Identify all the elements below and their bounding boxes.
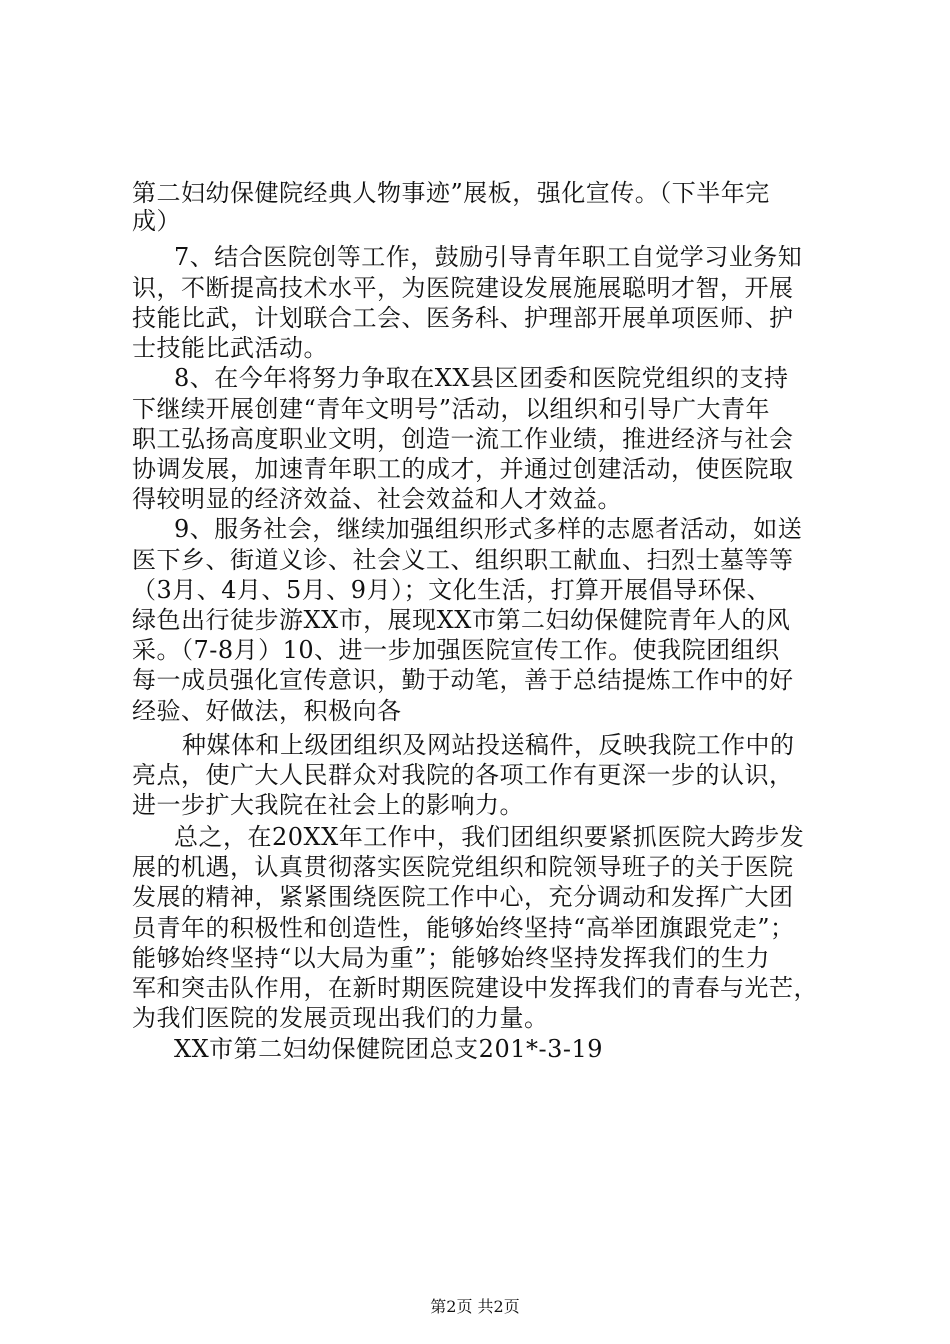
text-line: （3月、4月、5月、9月）；文化生活，打算开展倡导环保、 (132, 576, 772, 604)
text-line: 下继续开展创建“青年文明号”活动，以组织和引导广大青年 (132, 395, 771, 423)
text-line: 采。（7-8月）10、进一步加强医院宣传工作。使我院团组织 (132, 636, 780, 664)
text-line: 协调发展，加速青年职工的成才，并通过创建活动，使医院取 (132, 455, 794, 483)
text-line: 为我们医院的发展贡现出我们的力量。 (132, 1004, 549, 1032)
text-line: 成） (132, 207, 181, 235)
text-line: 展的机遇，认真贯彻落实医院党组织和院领导班子的关于医院 (132, 853, 794, 881)
text-line: 总之，在20XX年工作中，我们团组织要紧抓医院大跨步发 (174, 823, 805, 851)
text-line: 亮点，使广大人民群众对我院的各项工作有更深一步的认识， (132, 761, 794, 789)
text-line: 医下乡、街道义诊、社会义工、组织职工献血、扫烈士墓等等 (132, 546, 794, 574)
text-line: 7、结合医院创等工作，鼓励引导青年职工自觉学习业务知 (174, 243, 803, 271)
text-line: 识，不断提高技术水平，为医院建设发展施展聪明才智，开展 (132, 274, 794, 302)
text-line: 得较明显的经济效益、社会效益和人才效益。 (132, 485, 622, 513)
text-line: 绿色出行徒步游XX市，展现XX市第二妇幼保健院青年人的风 (132, 606, 791, 634)
text-line: 每一成员强化宣传意识，勤于动笔，善于总结提炼工作中的好 (132, 666, 794, 694)
text-line: 能够始终坚持“以大局为重”；能够始终坚持发挥我们的生力 (132, 944, 771, 972)
text-line: 经验、好做法，积极向各 (132, 697, 402, 725)
text-line: 技能比武，计划联合工会、医务科、护理部开展单项医师、护 (132, 304, 794, 332)
text-line: 种媒体和上级团组织及网站投送稿件，反映我院工作中的 (182, 731, 795, 759)
page-footer: 第2页 共2页 (430, 1297, 520, 1316)
text-line: 军和突击队作用，在新时期医院建设中发挥我们的青春与光芒， (132, 974, 818, 1002)
signature-line: XX市第二妇幼保健院团总支201*-3-19 (174, 1035, 604, 1063)
text-line: 进一步扩大我院在社会上的影响力。 (132, 791, 524, 819)
text-line: 第二妇幼保健院经典人物事迹”展板，强化宣传。（下半年完 (132, 179, 770, 207)
text-line: 职工弘扬高度职业文明，创造一流工作业绩，推进经济与社会 (132, 425, 794, 453)
text-line: 9、服务社会，继续加强组织形式多样的志愿者活动，如送 (174, 515, 803, 543)
text-line: 士技能比武活动。 (132, 334, 328, 362)
text-line: 发展的精神，紧紧围绕医院工作中心，充分调动和发挥广大团 (132, 883, 794, 911)
text-line: 员青年的积极性和创造性，能够始终坚持“高举团旗跟党走”； (132, 914, 795, 942)
text-line: 8、在今年将努力争取在XX县区团委和医院党组织的支持 (174, 364, 789, 392)
